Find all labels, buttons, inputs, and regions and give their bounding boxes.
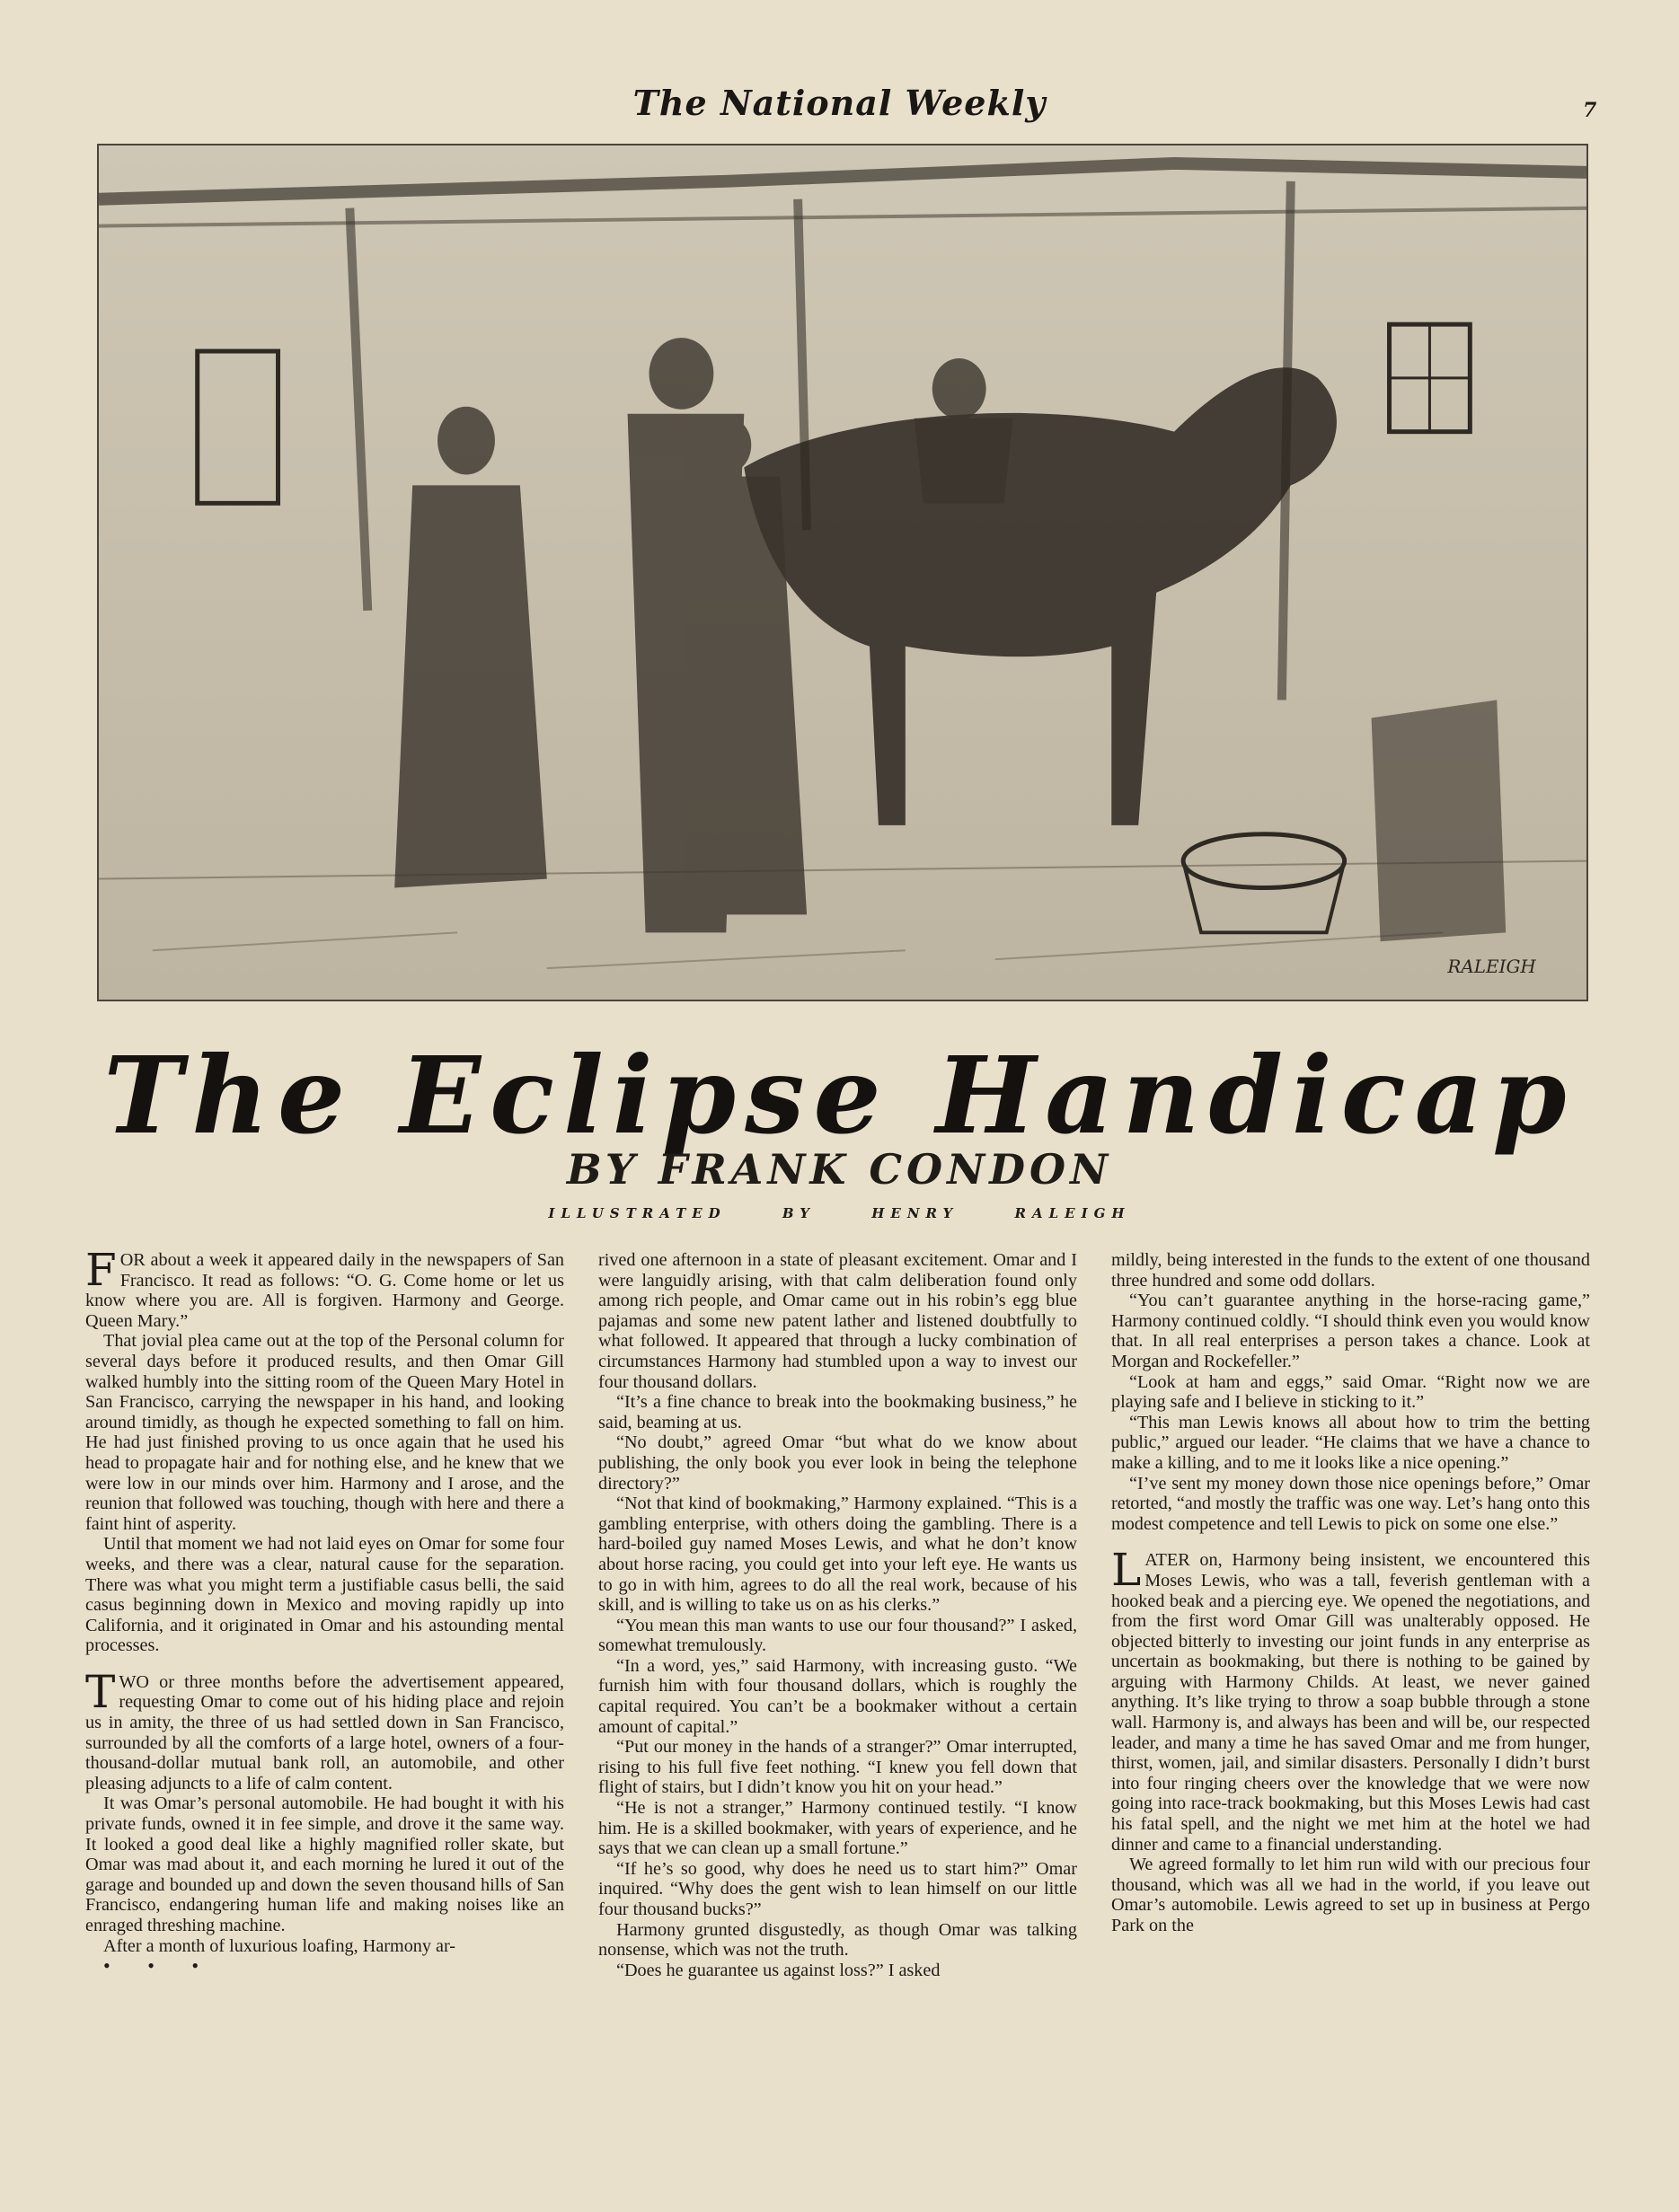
paragraph [598,1432,1077,1494]
paragraph [598,1250,1077,1392]
paragraph [1111,1291,1590,1371]
paragraph [598,1616,1077,1656]
illustration [97,144,1588,1001]
paragraph-text: • • • [103,1954,216,1978]
paragraph [598,1656,1077,1737]
illustration-credit: ILLUSTRATED BY HENRY RALEIGH [548,1205,1131,1221]
paragraph-text: “Look at ham and eggs,” said Omar. “Right now we are playing safe and I believe in sticking to it.” [1111,1371,1590,1413]
paragraph-text: “You mean this man wants to use our four thousand?” I asked, somewhat tremulously. [598,1615,1077,1656]
running-head: The National Weekly [632,83,1047,123]
paragraph-text: “Put our money in the hands of a stranger?” Omar interrupted, rising to his full five feet nothing. “I knew you fell down that flight of stairs, but I didn’t know you hit on your head.” [598,1737,1077,1798]
column-3 [1111,1250,1590,2157]
paragraph-text: mildly, being interested in the funds to the extent of one thousand three hundred and some odd dollars. [1111,1250,1590,1291]
paragraph-text: “If he’s so good, why does he need us to start him?” Omar inquired. “Why does the gent wish to lean himself on our little four thousand bucks?” [598,1858,1077,1919]
column-1 [85,1250,564,2157]
paragraph-text: “He is not a stranger,” Harmony continued testily. “I know him. He is a skilled bookmaker, with years of experience, and he says that we can clean up a small fortune.” [598,1798,1077,1859]
paragraph-text: “No doubt,” agreed Omar “but what do we know about publishing, the only book you ever look in being the telephone directory?” [598,1432,1077,1494]
paragraph-text: OR about a week it appeared daily in the newspapers of San Francisco. It read as follows: “O. G. Come home or let us know where you are. All is forgiven. Harmony and George. Queen Mary.” [85,1250,564,1331]
paragraph [1111,1372,1590,1413]
paragraph-text: “I’ve sent my money down those nice openings before,” Omar retorted, “and mostly the traffic was one way. Let’s hang onto this modest competence and tell Lewis to pick on some one else.” [1111,1473,1590,1534]
paragraph [598,1920,1077,1961]
paragraph [85,1534,564,1656]
paragraph [1111,1855,1590,1935]
paragraph-text: We agreed formally to let him run wild with our precious four thousand, which was all we had in the world, if you leave out Omar’s automobile. Lewis agreed to set up in business at Pergo Park on the [1111,1855,1590,1935]
paragraph [85,1250,564,1331]
paragraph-text: “Not that kind of bookmaking,” Harmony explained. “This is a gambling enterprise, with others doing the gambling. There is a hard-boiled guy named Moses Lewis, and what he don’t know about horse racing, you could get into your left eye. He wants us to go in with him, agrees to do all the real work, because of his skill, and is willing to take us on as his clerks.” [598,1494,1077,1616]
paragraph [85,1956,564,1977]
paragraph [598,1392,1077,1432]
paragraph [85,1665,564,1794]
paragraph [598,1859,1077,1920]
paragraph [85,1331,564,1534]
drop-cap: T [85,1665,116,1718]
paragraph [85,1793,564,1935]
paragraph-text: It was Omar’s personal automobile. He had bought it with his private funds, owned it in fee simple, and drove it the same way. It looked a good deal like a highly magnified roller skate, but Omar was mad about it, and each morning he lured it out of the garage and bounded up and down the seven thousand hills of San Francisco, endangering human life and making noises like an enraged threshing machine. [85,1793,564,1935]
column-2 [598,1250,1077,2157]
article-title: The Eclipse Handicap [103,1033,1576,1158]
paragraph-text: Harmony grunted disgustedly, as though Omar was talking nonsense, which was not the truth. [598,1919,1077,1961]
paragraph-text: Until that moment we had not laid eyes on Omar for some four weeks, and there was a clear, natural cause for the separation. There was what you might term a justifiable casus belli, the said casus beginning down in Mexico and moving rapidly up into California, and it originated in Omar and his astounding mental processes. [85,1534,564,1656]
illustration-signature: RALEIGH [1447,956,1536,978]
article-byline: BY FRANK CONDON [566,1145,1113,1194]
paragraph [598,1961,1077,1981]
paragraph [598,1737,1077,1798]
page-number: 7 [1583,99,1597,122]
drop-cap: F [85,1250,117,1296]
paragraph [1111,1544,1590,1855]
paragraph-text: That jovial plea came out at the top of the Personal column for several days before it produced results, and then Omar Gill walked humbly into the sitting room of the Queen Mary Hotel in San Francisco, carrying the newspaper in his hand, and looking around timidly, as though he expected something to fall on him. He had just finished proving to us once again that he used his head to propagate hair and for nothing else, and he knew that we were low in our minds over him. Harmony and I arose, and the reunion that followed was touching, though with here and there a faint hint of asperity. [85,1331,564,1534]
paragraph-text: WO or three months before the advertisement appeared, requesting Omar to come out of his hiding place and rejoin us in amity, the three of us had settled down in San Francisco, surrounded by all the comforts of a large hotel, owners of a four-thousand-dollar mutual bank roll, an automobile, and other pleasing adjuncts to a life of calm content. [85,1671,564,1793]
paragraph-text: “It’s a fine chance to break into the bookmaking business,” he said, beaming at us. [598,1392,1077,1432]
paragraph-text: “This man Lewis knows all about how to trim the betting public,” argued our leader. “He claims that we have a chance to make a killing, and to me it looks like a nice opening.” [1111,1412,1590,1473]
paragraph [598,1494,1077,1616]
stable-scene-illustration [99,145,1586,1000]
paragraph [1111,1250,1590,1291]
paragraph [598,1798,1077,1859]
drop-cap: L [1111,1544,1142,1597]
paragraph [85,1936,564,1957]
paragraph-text: After a month of luxurious loafing, Harmony ar- [103,1935,456,1956]
article-body [85,1250,1590,2157]
paragraph-text: “You can’t guarantee anything in the horse-racing game,” Harmony continued coldly. “I should think even you would know that. In all real enterprises a person takes a chance. Look at Morgan and Rockefeller.” [1111,1291,1590,1371]
paragraph [1111,1474,1590,1535]
paragraph-text: rived one afternoon in a state of pleasant excitement. Omar and I were languidly arising, with that calm deliberation found only among rich people, and Omar came out in his robin’s egg blue pajamas and some new patent lather and listened doubtfully to what followed. It appeared that through a lucky combination of circumstances Harmony had stumbled upon a way to invest our four thousand dollars. [598,1250,1077,1392]
paragraph-text: “Does he guarantee us against loss?” I asked [616,1960,941,1980]
paragraph [1111,1413,1590,1474]
paragraph-text: ATER on, Harmony being insistent, we encountered this Moses Lewis, who was a tall, feverish gentleman with a hooked beak and a piercing eye. We opened the negotiations, and from the first word Omar Gill was unalterably opposed. He objected bitterly to investing our joint funds in any enterprise as uncertain as bookmaking, but there is nothing to be gained by arguing with Harmony Childs. At least, we never gained anything. It’s like trying to throw a soap bubble through a stone wall. Harmony is, and always has been and will be, our respected leader, and many a time he has saved Omar and me from hunger, thirst, women, jail, and similar disasters. Personally I didn’t burst into four ringing cheers over the knowledge that we were now going into race-track bookmaking, but this Moses Lewis had cast his fatal spell, and the night we met him at the hotel we had dinner and came to a financial understanding. [1111,1550,1590,1855]
paragraph-text: “In a word, yes,” said Harmony, with increasing gusto. “We furnish him with four thousand dollars, which is roughly the capital required. You can’t be a bookmaker without a certain amount of capital.” [598,1655,1077,1737]
